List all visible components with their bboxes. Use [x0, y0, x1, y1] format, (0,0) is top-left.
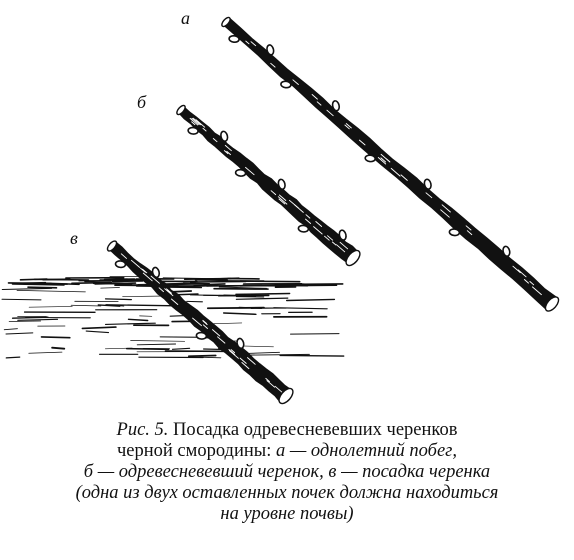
- caption-line-5: на уровне почвы): [220, 504, 354, 524]
- figure-caption: [0, 420, 574, 525]
- shoot-a-drawing: [220, 16, 561, 313]
- caption-line-4: (одна из двух оставленных почек должна находиться: [75, 483, 499, 503]
- caption-line-2: [0, 441, 574, 462]
- soil-hatching: [2, 276, 344, 358]
- label-b: б: [137, 92, 147, 112]
- caption-line-1: [0, 420, 574, 441]
- caption-title: Посадка одревесневевших черенков: [173, 420, 458, 440]
- cutting-b-drawing: [175, 104, 362, 268]
- caption-subject: черной смородины:: [116, 441, 272, 461]
- figure-reference: Рис. 5.: [116, 420, 169, 440]
- label-a: а: [181, 8, 190, 28]
- caption-line-3: б — одревесневевший черенок, в — посадка черенка: [83, 462, 491, 482]
- caption-item-a: а — однолетний побег,: [275, 441, 458, 461]
- label-v: в: [70, 228, 78, 248]
- planted-cutting-v-drawing: [106, 239, 296, 405]
